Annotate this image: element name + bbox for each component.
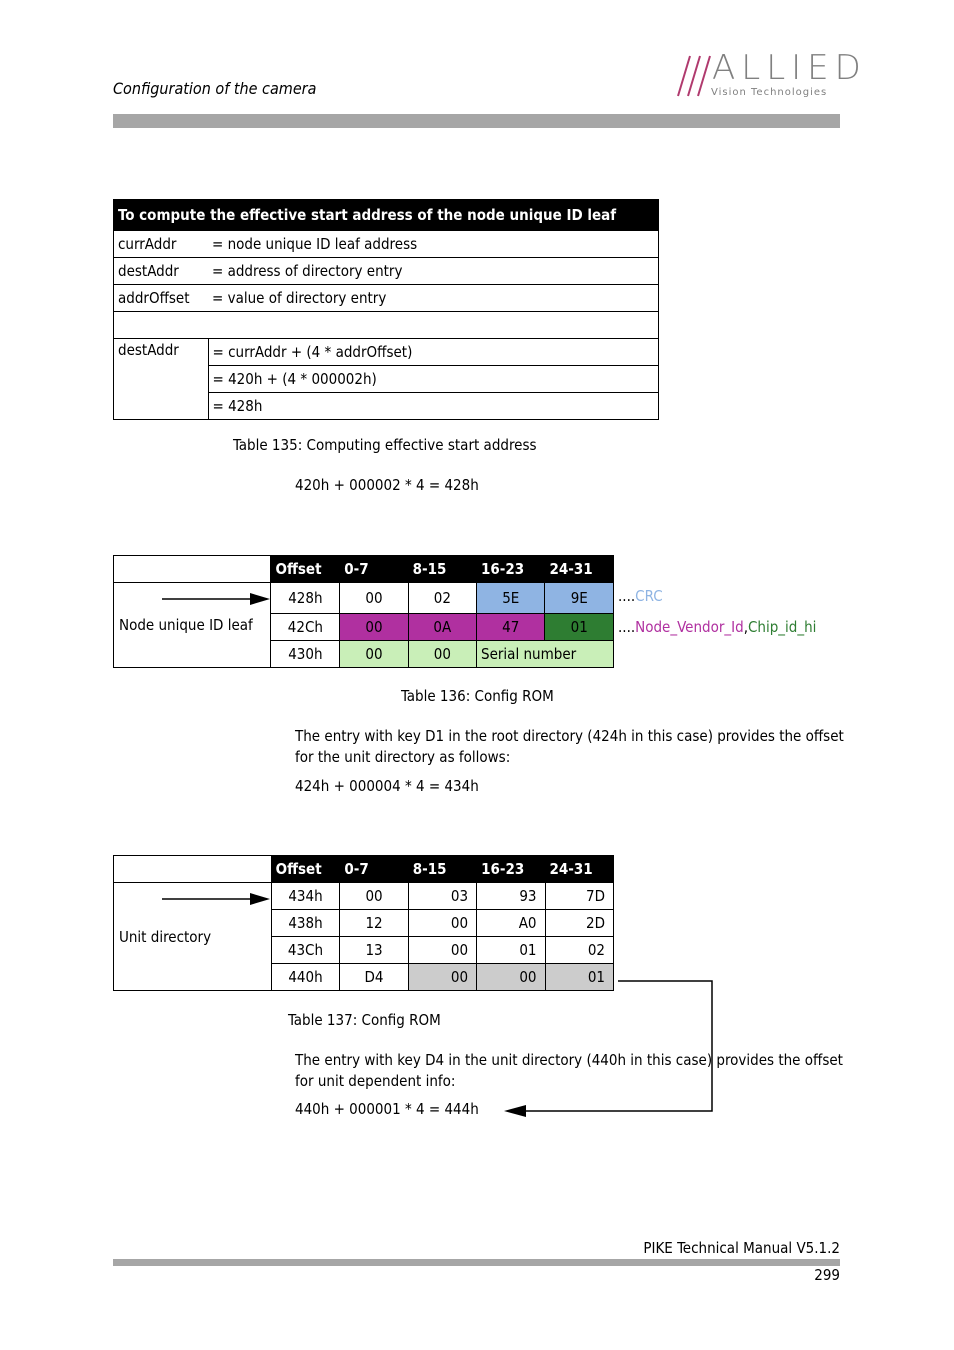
table-row: 43Ch 13 00 01 02 (114, 937, 614, 964)
table-row-empty (114, 312, 659, 339)
table-title: To compute the effective start address of the node unique ID leaf (114, 200, 659, 231)
table-row: = 420h + (4 * 000002h) (114, 366, 659, 393)
table-row: 42Ch 00 0A 47 01 (114, 614, 614, 641)
compute-address-table (113, 199, 659, 420)
page-number: 299 (814, 1266, 840, 1284)
table-row: Unit directory 434h 00 03 93 7D (114, 883, 614, 910)
table-row: addrOffset = value of directory entry (114, 285, 659, 312)
calc-name: destAddr (114, 339, 209, 420)
footer-rule (113, 1259, 840, 1266)
table-caption: Table 137: Config ROM (288, 1011, 441, 1029)
crc-annotation: ....CRC (618, 587, 663, 605)
row-group-label: Unit directory (114, 883, 272, 991)
logo-wordmark: ALLIED (712, 48, 867, 88)
config-rom-table-136: Offset 0-7 8-15 16-23 24-31 Node unique ID leaf 428h 00 02 5E 9E 42Ch 00 0A 47 01 430h 00 00 Serial number (113, 555, 614, 668)
arrow-right-icon (160, 890, 272, 908)
arrow-right-icon (160, 590, 272, 608)
table-row: = 428h (114, 393, 659, 420)
table-caption: Table 135: Computing effective start address (233, 436, 537, 454)
table-row: Node unique ID leaf 428h 00 02 5E 9E (114, 583, 614, 614)
table-row: 440h D4 00 00 01 (114, 964, 614, 991)
row-group-label: Node unique ID leaf (114, 583, 271, 668)
paragraph: The entry with key D4 in the unit directory (440h in this case) provides the offset for unit dependent info: (295, 1051, 843, 1090)
config-rom-table-137: Offset 0-7 8-15 16-23 24-31 Unit directory 434h 00 03 93 7D 438h 12 00 A0 2D 43Ch 13 00 01 02 440h D4 00 00 01 (113, 855, 614, 991)
table-row: 430h 00 00 Serial number (114, 641, 614, 668)
formula: 424h + 000004 * 4 = 434h (295, 777, 479, 795)
table-row: destAddr = address of directory entry (114, 258, 659, 285)
vendor-annotation: ....Node_Vendor_Id,Chip_id_hi (618, 618, 817, 636)
header-rule (113, 114, 840, 128)
table-row: currAddr = node unique ID leaf address (114, 231, 659, 258)
formula: 420h + 000002 * 4 = 428h (295, 476, 479, 494)
table-caption: Table 136: Config ROM (401, 687, 554, 705)
table-row: destAddr = currAddr + (4 * addrOffset) (114, 339, 659, 366)
table-row: 438h 12 00 A0 2D (114, 910, 614, 937)
paragraph: The entry with key D1 in the root directory (424h in this case) provides the offset for the unit directory as follows: (295, 727, 844, 766)
logo-subtitle: Vision Technologies (711, 87, 828, 98)
formula: 440h + 000001 * 4 = 444h (295, 1100, 479, 1118)
running-title: Configuration of the camera (113, 79, 317, 98)
footer-manual-title: PIKE Technical Manual V5.1.2 (643, 1239, 840, 1257)
